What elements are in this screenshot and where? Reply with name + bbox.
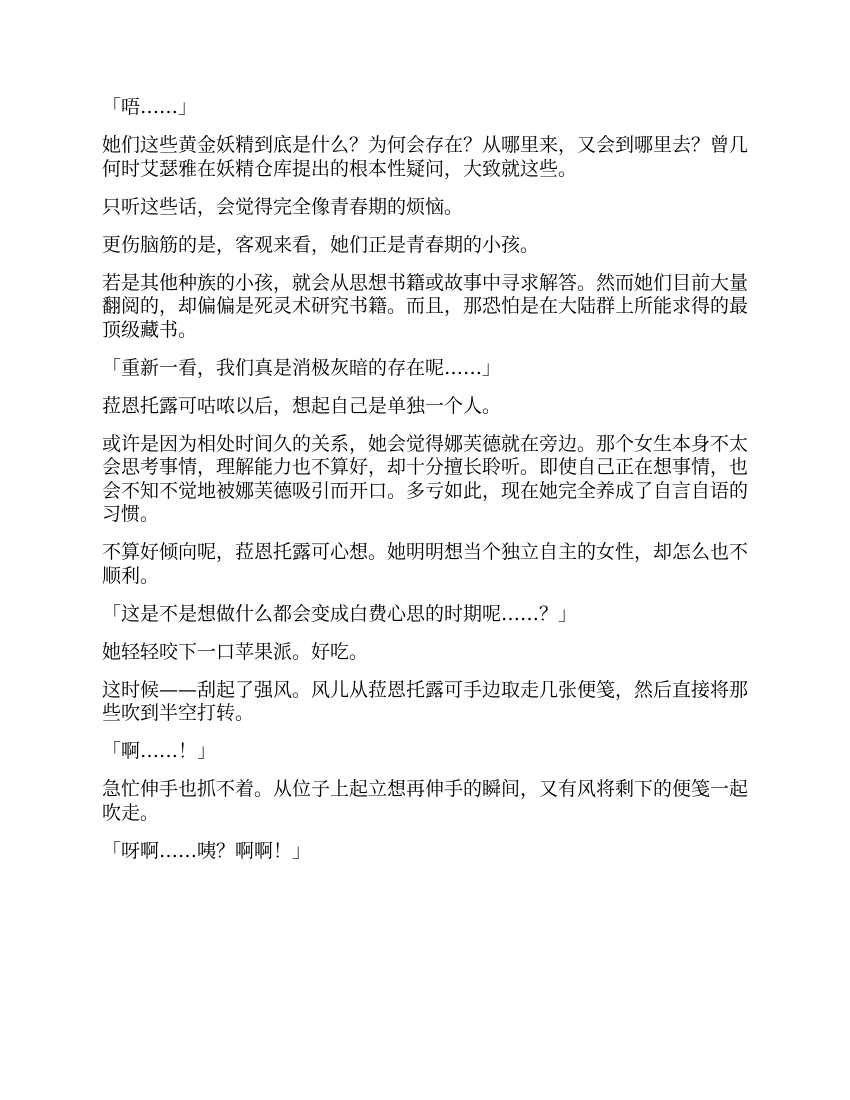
narration-paragraph: 或许是因为相处时间久的关系，她会觉得娜芙德就在旁边。那个女生本身不太会思考事情，理解能力也不算好，却十分擅长聆听。即使自己正在想事情，也会不知不觉地被娜芙德吸引而开口。多亏如此，现在她完全养成了自言自语的习惯。 bbox=[102, 432, 749, 525]
narration-paragraph: 更伤脑筋的是，客观来看，她们正是青春期的小孩。 bbox=[102, 233, 540, 256]
document-body bbox=[102, 96, 750, 878]
dialogue-line: 「重新一看，我们真是消极灰暗的存在呢……」 bbox=[102, 356, 502, 379]
dialogue-line: 「唔……」 bbox=[102, 96, 198, 118]
narration-paragraph: 菈恩托露可咕哝以后，想起自己是单独一个人。 bbox=[102, 394, 502, 417]
narration-paragraph: 只听这些话，会觉得完全像青春期的烦恼。 bbox=[102, 195, 464, 218]
narration-paragraph: 不算好倾向呢，菈恩托露可心想。她明明想当个独立自主的女性，却怎么也不顺利。 bbox=[102, 541, 749, 587]
dialogue-line: 「呀啊……咦？啊啊！」 bbox=[102, 839, 312, 862]
narration-paragraph: 她轻轻咬下一口苹果派。好吃。 bbox=[102, 640, 369, 663]
narration-paragraph: 这时候——刮起了强风。风儿从菈恩托露可手边取走几张便笺，然后直接将那些吹到半空打转。 bbox=[102, 678, 749, 724]
narration-paragraph: 若是其他种族的小孩，就会从思想书籍或故事中寻求解答。然而她们目前大量翻阅的，却偏偏是死灵术研究书籍。而且，那恐怕是在大陆群上所能求得的最顶级藏书。 bbox=[102, 271, 749, 341]
dialogue-line: 「这是不是想做什么都会变成白费心思的时期呢……？」 bbox=[102, 602, 578, 625]
dialogue-line: 「啊……！」 bbox=[102, 740, 217, 762]
narration-paragraph: 她们这些黄金妖精到底是什么？为何会存在？从哪里来，又会到哪里去？曾几何时艾瑟雅在妖精仓库提出的根本性疑问，大致就这些。 bbox=[102, 134, 749, 180]
narration-paragraph: 急忙伸手也抓不着。从位子上起立想再伸手的瞬间，又有风将剩下的便笺一起吹走。 bbox=[102, 778, 749, 824]
